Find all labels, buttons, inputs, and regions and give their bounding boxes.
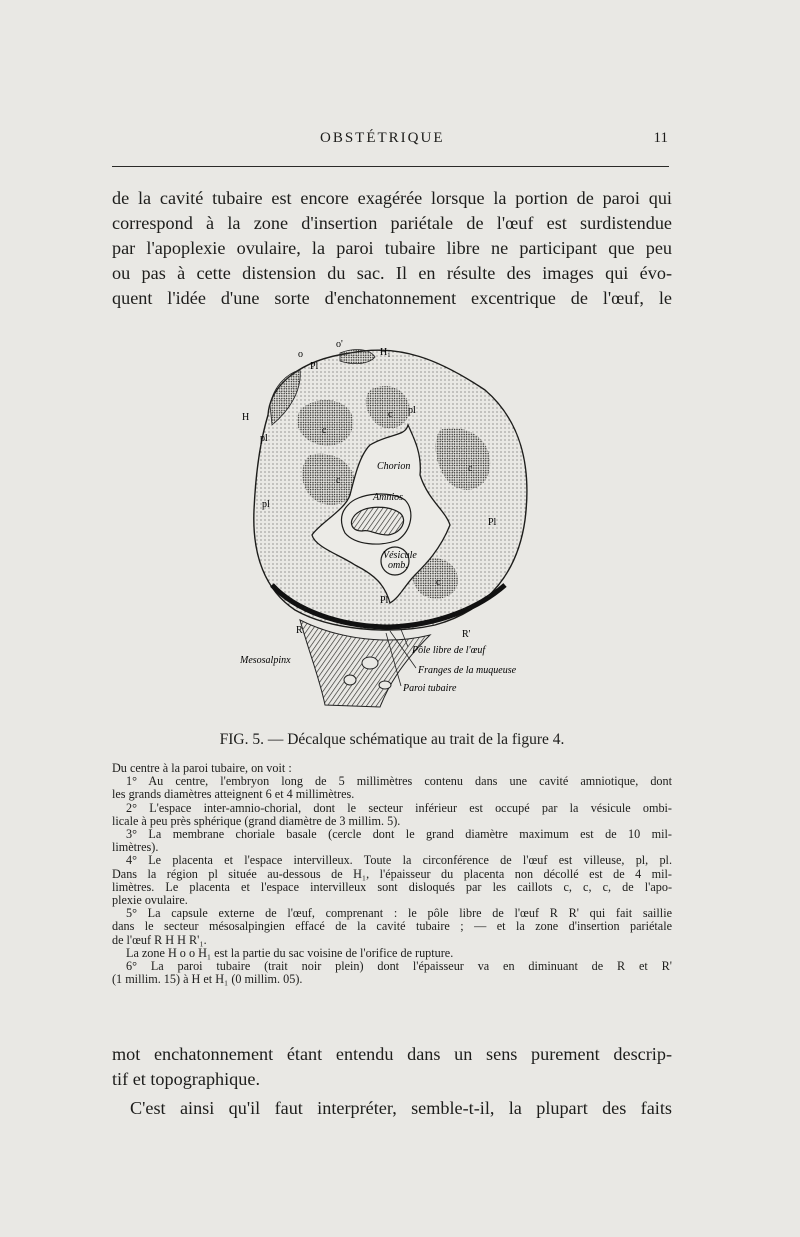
note-line: Dans la région pl située au-dessous de H₁, l'épaisseur du placenta non décollé est de 4 mil- [112, 866, 672, 881]
note-line: 3° La membrane choriale basale (cercle dont le grand diamètre maximum est de 10 mil- [126, 827, 672, 842]
header-title: OBSTÉTRIQUE [320, 130, 445, 146]
note-line: plexie ovulaire. [112, 893, 188, 908]
mesosalpinx-vessel [379, 681, 391, 689]
page-number: 11 [653, 130, 668, 146]
figure-notes [112, 762, 672, 986]
text-line: correspond à la zone d'insertion pariétale de l'œuf est surdistendue [112, 213, 672, 233]
label-pole-libre: Pôle libre de l'œuf [412, 645, 486, 656]
label-pl: Pl [488, 517, 497, 528]
label-chorion: Chorion [377, 461, 411, 472]
note-line: 2° L'espace inter-amnio-chorial, dont le secteur inférieur est occupé par la vésicule ombi- [126, 800, 672, 815]
text-line: par l'apoplexie ovulaire, la paroi tubaire libre ne participant que peu [112, 238, 672, 258]
running-header [112, 130, 672, 154]
label-r: R [296, 625, 303, 636]
note-line: (1 millim. 15) à H et H₁ (0 millim. 05). [112, 972, 303, 987]
label-o: o [298, 349, 303, 360]
text-line: C'est ainsi qu'il faut interpréter, semble-t-il, la plupart des faits [130, 1098, 672, 1118]
text-line: de la cavité tubaire est encore exagérée lorsque la portion de paroi qui [112, 188, 672, 208]
label-pl: pl [260, 433, 268, 444]
label-pl: pl [408, 405, 416, 416]
note-line: les grands diamètres atteignent 6 et 4 millimètres. [112, 787, 355, 802]
note-line: 4° Le placenta et l'espace intervilleux. Toute la circonférence de l'œuf est villeuse, pl, pl. [126, 853, 672, 868]
note-line: 6° La paroi tubaire (trait noir plein) dont l'épaisseur va en diminuant de R et R' [126, 959, 672, 974]
label-vesicule-omb: omb. [388, 560, 408, 571]
paragraph-middle [112, 1042, 672, 1092]
text-line: tif et topographique. [112, 1069, 260, 1089]
label-pl: Pl [380, 595, 389, 606]
label-c: c [336, 475, 341, 486]
label-o-prime: o' [336, 339, 343, 350]
note-line: licale à peu près sphérique (grand diamètre de 3 millim. 5). [112, 813, 401, 828]
note-line: 5° La capsule externe de l'œuf, comprenant : le pôle libre de l'œuf R R' qui fait saillie [126, 906, 672, 921]
mesosalpinx-vessel [344, 675, 356, 685]
label-c: c [436, 577, 441, 588]
label-pl: pl [262, 499, 270, 510]
mesosalpinx-vessel [362, 657, 378, 669]
label-h1: H₁ [380, 347, 391, 358]
paragraph-top [112, 186, 672, 311]
header-rule [112, 166, 669, 167]
label-franges: Franges de la muqueuse [418, 665, 517, 676]
note-line: de l'œuf R H H R'₁. [112, 932, 207, 947]
note-line: limètres. Le placenta et l'espace intervilleux sont disloqués par les caillots c, c, c, de l'apo- [112, 879, 672, 894]
embryo [351, 507, 403, 535]
label-vesicule: Vésicule [383, 550, 417, 561]
label-c: c [468, 463, 473, 474]
figure-5-schematic [240, 335, 570, 715]
note-line: Du centre à la paroi tubaire, on voit : [112, 761, 292, 775]
label-r-prime: R' [462, 629, 471, 640]
label-h: H [242, 412, 250, 423]
paragraph-bottom [112, 1096, 672, 1121]
figure-caption: FIG. 5. — Décalque schématique au trait de la figure 4. [219, 731, 565, 748]
label-c: c [388, 409, 393, 420]
label-mesosalpinx: Mesosalpinx [240, 655, 291, 666]
label-c: c [322, 425, 327, 436]
label-paroi-tubaire: Paroi tubaire [403, 683, 457, 694]
note-line: dans le secteur mésosalpingien effacé de la cavité tubaire ; — et la zone d'insertion pariétale [112, 919, 672, 934]
text-line: quent l'idée d'une sorte d'enchatonnement excentrique de l'œuf, le [112, 288, 672, 308]
note-line: limètres). [112, 840, 159, 855]
note-line: 1° Au centre, l'embryon long de 5 millimètres contenu dans une cavité amniotique, dont [126, 774, 672, 789]
label-amnios: Amnios [373, 492, 403, 503]
label-pl: Pl [310, 361, 319, 372]
text-line: mot enchatonnement étant entendu dans un sens purement descrip- [112, 1044, 672, 1064]
text-line: ou pas à cette distension du sac. Il en résulte des images qui évo- [112, 263, 672, 283]
note-line: La zone H o o H₁ est la partie du sac voisine de l'orifice de rupture. [126, 945, 454, 960]
